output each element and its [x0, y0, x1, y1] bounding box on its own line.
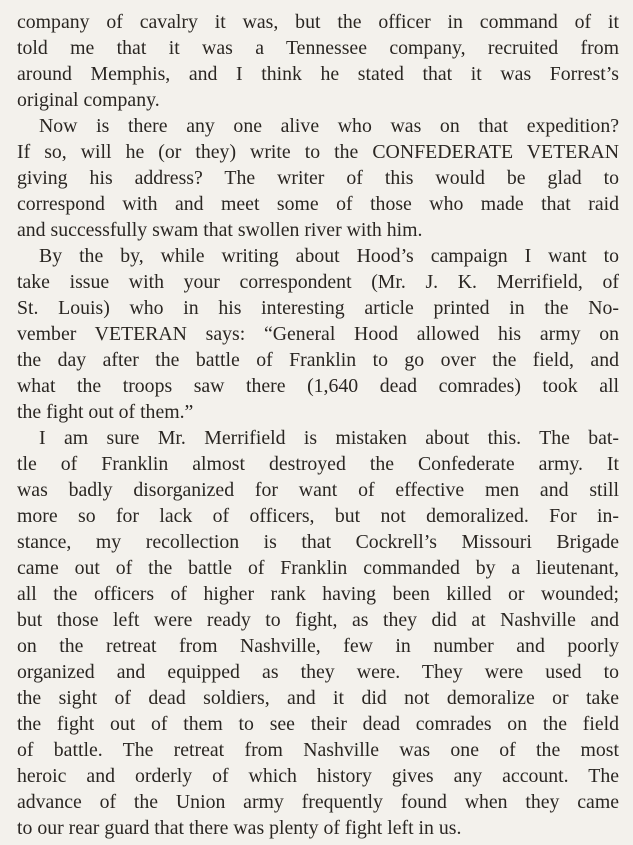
text-line: came out of the battle of Franklin commanded by a lieutenant, [17, 557, 619, 579]
text-line: to our rear guard that there was plenty of fight left in us. [17, 817, 462, 839]
text-line: tle of Franklin almost destroyed the Confederate army. It [17, 453, 619, 475]
text-line: take issue with your correspondent (Mr. J. K. Merrifield, of [17, 271, 619, 293]
text-line: organized and equipped as they were. They were used to [17, 661, 619, 683]
text-line: Now is there any one alive who was on that expedition? [39, 115, 619, 137]
text-line: company of cavalry it was, but the officer in command of it [17, 11, 619, 33]
text-line: the day after the battle of Franklin to go over the field, and [17, 349, 619, 371]
text-column [17, 9, 619, 841]
text-line: heroic and orderly of which history gives any account. The [17, 765, 619, 787]
text-line: was badly disorganized for want of effective men and still [17, 479, 619, 501]
text-line: St. Louis) who in his interesting article printed in the No- [17, 297, 619, 319]
text-line: I am sure Mr. Merrifield is mistaken about this. The bat- [39, 427, 619, 449]
text-line: told me that it was a Tennessee company, recruited from [17, 37, 619, 59]
text-line: the sight of dead soldiers, and it did not demoralize or take [17, 687, 619, 709]
text-line: on the retreat from Nashville, few in number and poorly [17, 635, 619, 657]
text-line: all the officers of higher rank having been killed or wounded; [17, 583, 619, 605]
text-line: correspond with and meet some of those who made that raid [17, 193, 619, 215]
text-line: original company. [17, 89, 160, 111]
text-line: but those left were ready to fight, as they did at Nashville and [17, 609, 619, 631]
text-line: the fight out of them to see their dead comrades on the field [17, 713, 619, 735]
text-line: vember VETERAN says: “General Hood allowed his army on [17, 323, 619, 345]
text-line: of battle. The retreat from Nashville was one of the most [17, 739, 619, 761]
text-line: giving his address? The writer of this would be glad to [17, 167, 619, 189]
text-line: and successfully swam that swollen river with him. [17, 219, 423, 241]
text-line: If so, will he (or they) write to the CONFEDERATE VETERAN [17, 141, 619, 163]
text-line: stance, my recollection is that Cockrell’s Missouri Brigade [17, 531, 619, 553]
text-line: around Memphis, and I think he stated that it was Forrest’s [17, 63, 619, 85]
text-line: the fight out of them.” [17, 401, 194, 423]
text-line: more so for lack of officers, but not demoralized. For in- [17, 505, 619, 527]
text-line: what the troops saw there (1,640 dead comrades) took all [17, 375, 619, 397]
text-line: advance of the Union army frequently found when they came [17, 791, 619, 813]
text-line: By the by, while writing about Hood’s campaign I want to [39, 245, 619, 267]
